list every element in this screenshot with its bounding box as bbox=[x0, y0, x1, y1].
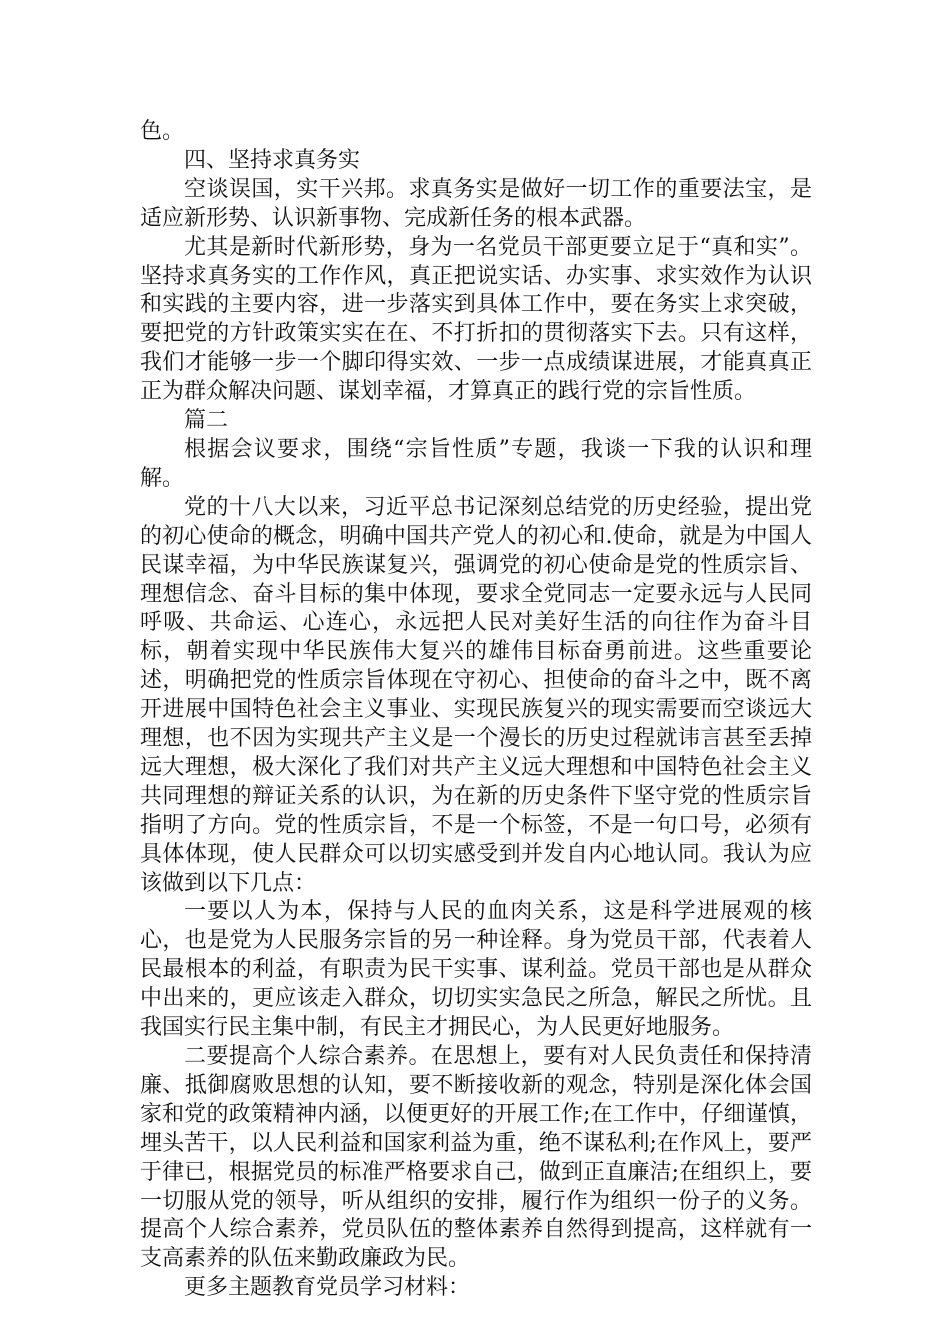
paragraph: 二要提高个人综合素养。在思想上，要有对人民负责任和保持清廉、抵御腐败思想的认知，要不断接收新的观念，特别是深化体会国家和党的政策精神内涵，以便更好的开展工作;在工作中，仔细谨慎，埋头苦干，以人民利益和国家利益为重，绝不谋私利;在作风上，要严于律已，根据党员的标准严格要求自己，做到正直廉洁;在组织上，要一切服从党的领导，听从组织的安排，履行作为组织一份子的义务。提高个人综合素养，党员队伍的整体素养自然得到提高，这样就有一支高素养的队伍来勤政廉政为民。 bbox=[140, 1044, 812, 1272]
paragraph: 党的十八大以来，习近平总书记深刻总结党的历史经验，提出党的初心使命的概念，明确中国共产党人的初心和.使命，就是为中国人民谋幸福，为中华民族谋复兴，强调党的初心使命是党的性质宗旨、理想信念、奋斗目标的集中体现，要求全党同志一定要永远与人民同呼吸、共命运、心连心，永远把人民对美好生活的向往作为奋斗目标，朝着实现中华民族伟大复兴的雄伟目标奋勇前进。这些重要论述，明确把党的性质宗旨体现在守初心、担使命的奋斗之中，既不离开进展中国特色社会主义事业、实现民族复兴的现实需要而空谈远大理想，也不因为实现共产主义是一个漫长的历史过程就讳言甚至丢掉远大理想，极大深化了我们对共产主义远大理想和中国特色社会主义共同理想的辩证关系的认识，为在新的历史条件下坚守党的性质宗旨指明了方向。党的性质宗旨，不是一个标签，不是一句口号，必须有具体体现，使人民群众可以切实感受到并发自内心地认同。我认为应该做到以下几点： bbox=[140, 494, 812, 896]
paragraph-closing: 更多主题教育党员学习材料： bbox=[184, 1275, 471, 1301]
paragraph: 根据会议要求，围绕“宗旨性质”专题，我谈一下我的认识和理解。 bbox=[140, 436, 812, 491]
section-heading-part-two: 篇二 bbox=[184, 408, 229, 434]
document-body bbox=[140, 118, 812, 1303]
paragraph: 一要以人为本，保持与人民的血肉关系，这是科学进展观的核心，也是党为人民服务宗旨的另一种诠释。身为党员干部，代表着人民最根本的利益，有职责为民干实事、谋利益。党员干部也是从群众中出来的，更应该走入群众，切切实实急民之所急，解民之所忧。且我国实行民主集中制，有民主才拥民心，为人民更好地服务。 bbox=[140, 899, 812, 1041]
section-heading-four: 四、坚持求真务实 bbox=[184, 147, 361, 173]
paragraph: 空谈误国，实干兴邦。求真务实是做好一切工作的重要法宝，是适应新形势、认识新事物、完成新任务的根本武器。 bbox=[140, 176, 812, 231]
paragraph: 尤其是新时代新形势，身为一名党员干部更要立足于“真和实”。坚持求真务实的工作作风，真正把说实话、办实事、求实效作为认识和实践的主要内容，进一步落实到具体工作中，要在务实上求突破，要把党的方针政策实实在在、不打折扣的贯彻落实下去。只有这样，我们才能够一步一个脚印得实效、一步一点成绩谋进展，才能真真正正为群众解决问题、谋划幸福，才算真正的践行党的宗旨性质。 bbox=[140, 234, 812, 405]
paragraph-continuation: 色。 bbox=[140, 119, 185, 144]
